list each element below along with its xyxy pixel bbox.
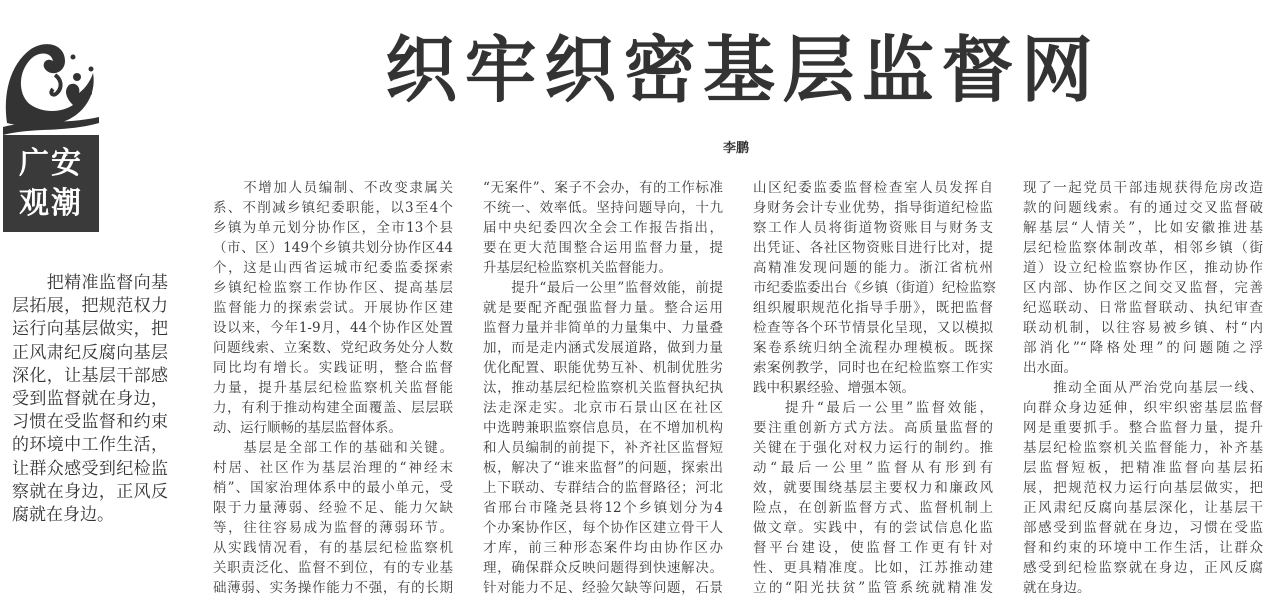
text-line: 个，这是山西省运城市纪委监委探索 [213, 260, 453, 276]
article-column-2 [483, 178, 723, 598]
text-line: 和人员编制的前提下，补齐社区监督短 [483, 440, 723, 456]
text-line: 受到监督就在身边， [12, 388, 168, 409]
text-line: 出凭证、各社区物资账目进行比对，提 [753, 240, 993, 256]
text-line: 关职责泛化、监督不到位，有的专业基 [213, 560, 453, 576]
text-line: 同比均有增长。实践证明，整合监督 [213, 360, 453, 376]
text-line: 届中央纪委四次全会工作报告指出， [483, 220, 723, 236]
text-line: 践中积累经验、增强本领。 [753, 380, 915, 396]
text-line: 察就在身边，正风反 [12, 481, 168, 502]
article-column-1 [213, 178, 453, 598]
text-line: 中选聘兼职监察信息员，在不增加机构 [483, 420, 723, 436]
text-line: 款的问题线索。有的通过交叉监督破 [1023, 200, 1263, 216]
text-line: 层纪检监察体制改革，相邻乡镇（街 [1023, 240, 1263, 256]
text-line: 部消化”“降格处理”的问题随之浮 [1023, 340, 1263, 356]
text-line: 乡镇纪检监察工作协作区、提高基层 [213, 280, 453, 296]
text-line: 从实践情况看，有的基层纪检监察机 [213, 540, 453, 556]
sidebar-pull-quote [12, 272, 168, 527]
text-line: 腐就在身边。 [12, 504, 114, 525]
text-line: （市、区）149个乡镇共划分协作区44 [213, 240, 453, 256]
text-line: 纪巡联动、日常监督联动、执纪审查 [1023, 300, 1263, 316]
text-line: 身财务会计专业优势，指导街道纪检监 [753, 200, 993, 216]
text-line: 不统一、效率低。坚持问题导向，十九 [483, 200, 723, 216]
text-line: 就是要配齐配强监督力量。整合运用 [483, 300, 723, 316]
text-line: 上下联动、专群结合的监督路径；河北 [483, 480, 723, 496]
text-line: 就在身边。 [1023, 580, 1091, 596]
text-line: 展，把规范权力运行向基层做实，把 [1023, 480, 1263, 496]
text-line: 动“最后一公里”监督从有形到有 [753, 460, 993, 476]
text-line: 感受到纪检监察就在身边，正风反腐 [1023, 560, 1263, 576]
text-line: 升基层纪检监察机关监督能力。 [483, 260, 672, 276]
text-line: 设以来，今年1-9月，44个协作区处置 [213, 320, 453, 336]
text-line: 才库，前三种形态案件均由协作区办 [483, 540, 723, 556]
text-line: 险点，在创新监督方式、监督机制上 [753, 500, 993, 516]
text-line: 做文章。实践中，有的尝试信息化监 [753, 520, 993, 536]
text-line: 提升“最后一公里”监督效能， [753, 400, 993, 416]
text-line: 要注重创新方式方法。高质量监督的 [753, 420, 993, 436]
text-line: 检查等各个环节情景化呈现，又以模拟 [753, 320, 993, 336]
text-line: 系、不削减乡镇纪委职能，以3至4个 [213, 200, 453, 216]
text-line: 性、更具精准度。比如，江苏推动建 [753, 560, 993, 576]
text-line: 等，往往容易成为监督的薄弱环节。 [213, 520, 453, 536]
text-line: 察工作人员将街道物资账目与财务支 [753, 220, 993, 236]
text-line: 道）设立纪检监察协作区，推动协作 [1023, 260, 1263, 276]
text-line: 优化配置、职能优势互补、机制优胜劣 [483, 360, 723, 376]
text-line: 案卷系统归纳全流程办理模板。既探 [753, 340, 993, 356]
article-column-3 [753, 178, 996, 598]
text-line: 要在更大范围整合运用监督力量，提 [483, 240, 723, 256]
text-line: 山区纪委监委监督检查室人员发挥自 [753, 180, 993, 196]
text-line: 力，有利于推动构建全面覆盖、层层联 [213, 400, 453, 416]
text-line: 法走深走实。北京市石景山区在社区 [483, 400, 723, 416]
text-line: 理，确保群众反映问题得到快速解决。 [483, 560, 723, 576]
author-byline: 李鹏 [723, 141, 750, 156]
text-line: 市纪委监委出台《乡镇（街道）纪检监察 [753, 280, 996, 296]
text-line: 网是重要抓手。整合监督力量，提升 [1023, 420, 1263, 436]
text-line: 督和约束的环境中工作生活，让群众 [1023, 540, 1263, 556]
text-line: 省邢台市隆尧县将12个乡镇划分为4 [483, 500, 723, 516]
text-line: 关键在于强化对权力运行的制约。推 [753, 440, 993, 456]
text-line: 监督力量并非简单的力量集中、力量叠 [483, 320, 723, 336]
article-title: 织牢织密基层监督网 [385, 27, 1095, 112]
logo-line-1: 广安 [19, 146, 83, 181]
text-line: 不增加人员编制、不改变隶属关 [213, 180, 453, 196]
text-line: 深化，让基层干部感 [12, 365, 168, 386]
text-line: 汰，推动基层纪检监察机关监督执纪执 [483, 380, 723, 396]
text-line: 效，就要围绕基层主要权力和廉政风 [753, 480, 993, 496]
text-line: 提升“最后一公里”监督效能，前提 [483, 280, 723, 296]
text-line: 立的“阳光扶贫”监管系统就精准发 [753, 580, 993, 596]
text-line: 把精准监督向基 [12, 273, 168, 293]
text-line: 向群众身边延伸，织牢织密基层监督 [1023, 400, 1263, 416]
text-line: 索案例教学，同时也在纪检监察工作实 [753, 360, 993, 376]
text-line: 基层是全部工作的基础和关键。 [213, 440, 453, 456]
article-column-4 [1023, 178, 1263, 598]
text-line: 村居、社区作为基层治理的“神经末 [213, 460, 453, 476]
text-line: 的环境中工作生活， [12, 435, 168, 456]
text-line: 区内部、协作区之间交叉监督，完善 [1023, 280, 1263, 296]
text-line: 习惯在受监督和约束 [12, 412, 168, 433]
text-line: 正风肃纪反腐向基层深化，让基层干 [1023, 500, 1263, 516]
wave-icon [3, 35, 99, 137]
text-line: 部感受到监督就在身边，习惯在受监 [1023, 520, 1263, 536]
text-line: 基层纪检监察机关监督能力，补齐基 [1023, 440, 1263, 456]
text-line: 出水面。 [1023, 360, 1077, 376]
text-line: 力量，提升基层纪检监察机关监督能 [213, 380, 453, 396]
text-line: 高精准发现问题的能力。浙江省杭州 [753, 260, 993, 276]
text-line: “无案件”、案子不会办，有的工作标准 [483, 180, 723, 196]
text-line: 础薄弱、实务操作能力不强，有的长期 [213, 580, 453, 596]
text-line: 个办案协作区，每个协作区建立骨干人 [483, 520, 723, 536]
text-line: 现了一起党员干部违规获得危房改造 [1023, 180, 1263, 196]
text-line: 组织履职规范化指导手册》，既把监督 [753, 300, 993, 316]
text-line: 问题线索、立案数、党纪政务处分人数 [213, 340, 453, 356]
column-logo [3, 35, 99, 233]
text-line: 层拓展，把规范权力 [12, 296, 168, 317]
text-line: 动、运行顺畅的基层监督体系。 [213, 420, 402, 436]
text-line: 针对能力不足、经验欠缺等问题，石景 [483, 580, 723, 596]
text-line: 运行向基层做实，把 [12, 319, 168, 340]
text-line: 让群众感受到纪检监 [12, 458, 168, 479]
text-line: 解基层“人情关”，比如安徽推进基 [1023, 220, 1263, 236]
text-line: 推动全面从严治党向基层一线、 [1023, 380, 1263, 396]
text-line: 联动机制，以往容易被乡镇、村“内 [1023, 320, 1263, 336]
text-line: 正风肃纪反腐向基层 [12, 342, 168, 363]
text-line: 限于力量薄弱、经验不足、能力欠缺 [213, 500, 453, 516]
text-line: 乡镇为单元划分协作区，全市13个县 [213, 220, 453, 236]
logo-line-2: 观潮 [19, 186, 83, 221]
text-line: 监督能力的探索尝试。开展协作区建 [213, 300, 453, 316]
column-logo-box [3, 135, 99, 232]
text-line: 层监督短板，把精准监督向基层拓 [1023, 460, 1263, 476]
text-line: 加，而是走内涵式发展道路，做到力量 [483, 340, 723, 356]
text-line: 板，解决了“谁来监督”的问题，探索出 [483, 460, 723, 476]
text-line: 督平台建设，使监督工作更有针对 [753, 540, 993, 556]
text-line: 梢”、国家治理体系中的最小单元，受 [213, 480, 453, 496]
